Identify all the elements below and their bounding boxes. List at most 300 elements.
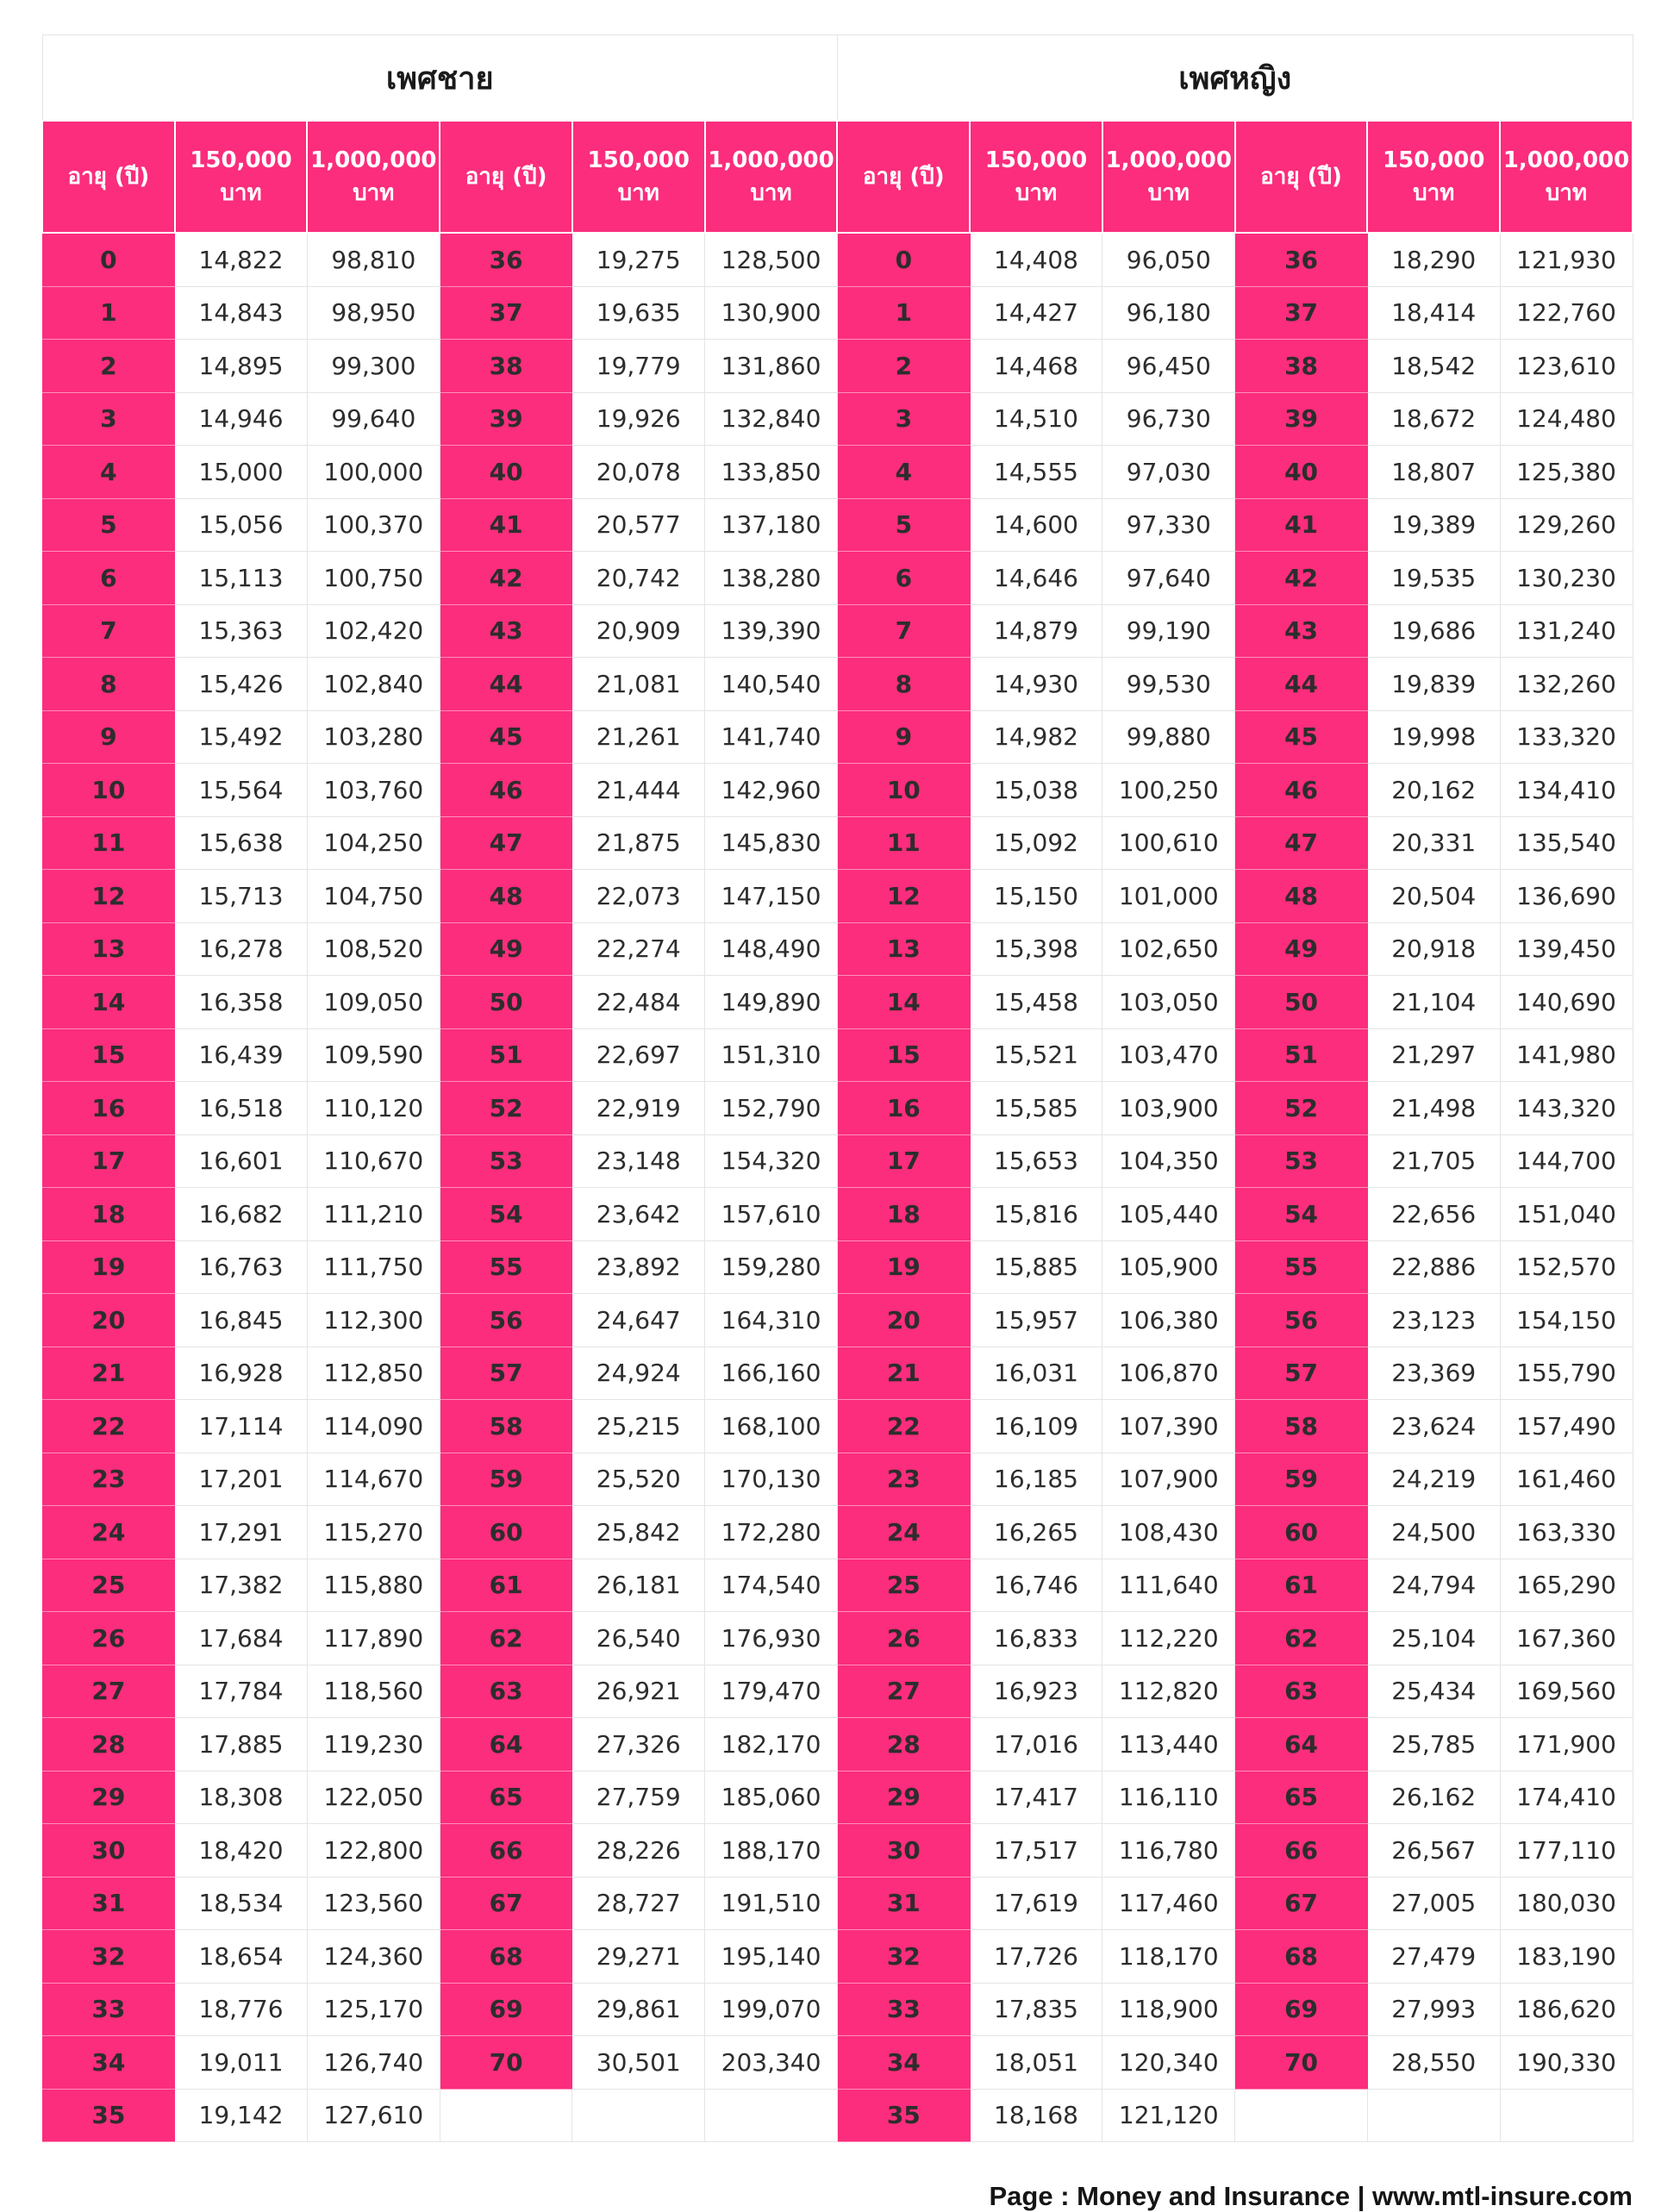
female-premium-1000000-cell: 167,360: [1500, 1612, 1633, 1665]
male-age-cell: 17: [42, 1134, 175, 1188]
female-premium-150000-cell: 19,535: [1367, 552, 1500, 605]
female-premium-1000000-cell: 131,240: [1500, 604, 1633, 658]
male-age-cell: 57: [440, 1347, 572, 1400]
premium-150000-header: [572, 121, 705, 233]
male-premium-150000-cell: 15,638: [175, 816, 308, 870]
table-row: [42, 976, 1633, 1029]
male-premium-1000000-cell: 98,810: [307, 233, 440, 286]
male-premium-1000000-cell: 166,160: [705, 1347, 838, 1400]
header-amount: 150,000: [587, 147, 690, 173]
male-premium-150000-cell: 15,000: [175, 446, 308, 499]
male-premium-150000-cell: 14,843: [175, 286, 308, 340]
male-age-cell: 48: [440, 870, 572, 923]
female-age-cell: 2: [837, 340, 970, 393]
male-premium-1000000-cell: 132,840: [705, 392, 838, 446]
male-age-cell: 23: [42, 1453, 175, 1506]
female-premium-150000-cell: 19,839: [1367, 658, 1500, 711]
male-premium-150000-cell: 20,078: [572, 446, 705, 499]
female-premium-150000-cell: 15,816: [970, 1188, 1102, 1241]
female-premium-150000-cell: 18,807: [1367, 446, 1500, 499]
male-premium-150000-cell: 19,142: [175, 2089, 308, 2142]
male-premium-150000-cell: 15,564: [175, 764, 308, 817]
male-premium-150000-cell: 22,073: [572, 870, 705, 923]
premium-1000000-header: [307, 121, 440, 233]
male-premium-150000-cell: 15,492: [175, 710, 308, 764]
male-premium-150000-cell: 23,642: [572, 1188, 705, 1241]
female-age-cell: 12: [837, 870, 970, 923]
female-premium-1000000-cell: 151,040: [1500, 1188, 1633, 1241]
female-premium-150000-cell: 17,619: [970, 1877, 1102, 1930]
table-row: [42, 1028, 1633, 1082]
male-age-cell: 65: [440, 1771, 572, 1824]
premium-150000-header: [175, 121, 308, 233]
male-premium-1000000-cell: 123,560: [307, 1877, 440, 1930]
female-premium-150000-cell: 14,468: [970, 340, 1102, 393]
male-age-cell: 58: [440, 1400, 572, 1453]
male-age-cell: 20: [42, 1294, 175, 1347]
female-premium-150000-cell: 23,624: [1367, 1400, 1500, 1453]
female-age-cell: 65: [1235, 1771, 1368, 1824]
table-row: [42, 658, 1633, 711]
female-premium-1000000-cell: 97,640: [1102, 552, 1235, 605]
male-premium-150000-cell: 17,684: [175, 1612, 308, 1665]
female-age-cell: 28: [837, 1718, 970, 1771]
female-premium-1000000-cell: 154,150: [1500, 1294, 1633, 1347]
male-age-cell: 61: [440, 1559, 572, 1612]
male-premium-1000000-cell: 179,470: [705, 1665, 838, 1718]
male-premium-150000-cell: 16,439: [175, 1028, 308, 1082]
female-age-cell: 14: [837, 976, 970, 1029]
female-age-cell: 67: [1235, 1877, 1368, 1930]
female-premium-1000000-cell: 132,260: [1500, 658, 1633, 711]
female-age-cell: 1: [837, 286, 970, 340]
female-premium-150000-cell: 19,389: [1367, 498, 1500, 552]
female-premium-150000-cell: 25,785: [1367, 1718, 1500, 1771]
male-premium-1000000-cell: 164,310: [705, 1294, 838, 1347]
female-premium-1000000-cell: 113,440: [1102, 1718, 1235, 1771]
male-premium-150000-cell: 19,926: [572, 392, 705, 446]
female-premium-1000000-cell: 105,440: [1102, 1188, 1235, 1241]
female-age-cell: 34: [837, 2036, 970, 2090]
female-age-cell: 50: [1235, 976, 1368, 1029]
female-age-cell: 66: [1235, 1824, 1368, 1878]
female-premium-150000-cell: 15,092: [970, 816, 1102, 870]
male-premium-1000000-cell: 149,890: [705, 976, 838, 1029]
male-age-cell: 15: [42, 1028, 175, 1082]
table-row: [42, 1824, 1633, 1878]
male-premium-1000000-cell: 98,950: [307, 286, 440, 340]
male-premium-150000-cell: 19,275: [572, 233, 705, 286]
male-age-cell: 1: [42, 286, 175, 340]
male-premium-150000-cell: 25,520: [572, 1453, 705, 1506]
male-premium-150000-cell: 16,928: [175, 1347, 308, 1400]
female-age-cell: 16: [837, 1082, 970, 1135]
female-premium-150000-cell: 26,567: [1367, 1824, 1500, 1878]
female-premium-150000-cell: 17,726: [970, 1930, 1102, 1984]
male-premium-1000000-cell: 159,280: [705, 1240, 838, 1294]
male-premium-1000000-cell: 199,070: [705, 1983, 838, 2036]
header-currency: บาท: [1545, 180, 1588, 206]
table-row: [42, 816, 1633, 870]
male-premium-150000-cell: 15,056: [175, 498, 308, 552]
female-age-cell: 19: [837, 1240, 970, 1294]
header-amount: 150,000: [1383, 147, 1485, 173]
male-premium-150000-cell: 19,011: [175, 2036, 308, 2090]
female-age-cell: 60: [1235, 1506, 1368, 1559]
female-age-cell: 46: [1235, 764, 1368, 817]
female-premium-150000-cell: 21,297: [1367, 1028, 1500, 1082]
male-premium-1000000-cell: 157,610: [705, 1188, 838, 1241]
female-premium-150000-cell: 25,434: [1367, 1665, 1500, 1718]
female-premium-150000-cell: 20,504: [1367, 870, 1500, 923]
premium-1000000-header: [1102, 121, 1235, 233]
male-age-cell: 4: [42, 446, 175, 499]
female-age-cell: 49: [1235, 922, 1368, 976]
table-row: [42, 1877, 1633, 1930]
female-premium-1000000-cell: 177,110: [1500, 1824, 1633, 1878]
female-premium-1000000-cell: 186,620: [1500, 1983, 1633, 2036]
female-premium-1000000-cell: 106,870: [1102, 1347, 1235, 1400]
male-premium-1000000-cell: 142,960: [705, 764, 838, 817]
male-premium-1000000-cell: 102,420: [307, 604, 440, 658]
female-premium-1000000-cell: 111,640: [1102, 1559, 1235, 1612]
male-premium-1000000-cell: 141,740: [705, 710, 838, 764]
male-age-cell: 28: [42, 1718, 175, 1771]
female-premium-150000-cell: 14,600: [970, 498, 1102, 552]
female-premium-150000-cell: 15,150: [970, 870, 1102, 923]
female-premium-1000000-cell: 96,730: [1102, 392, 1235, 446]
female-age-cell: 56: [1235, 1294, 1368, 1347]
table-row: [42, 1612, 1633, 1665]
male-premium-1000000-cell: 110,120: [307, 1082, 440, 1135]
female-age-cell: 38: [1235, 340, 1368, 393]
male-age-cell: 36: [440, 233, 572, 286]
table-body: [42, 233, 1633, 2142]
female-age-cell: 40: [1235, 446, 1368, 499]
male-premium-150000-cell: 17,201: [175, 1453, 308, 1506]
female-premium-150000-cell: 22,656: [1367, 1188, 1500, 1241]
male-age-cell: 2: [42, 340, 175, 393]
male-age-cell: 42: [440, 552, 572, 605]
table-row: [42, 1983, 1633, 2036]
empty-cell: [1235, 2089, 1368, 2142]
female-age-cell: 47: [1235, 816, 1368, 870]
female-premium-150000-cell: 15,585: [970, 1082, 1102, 1135]
female-premium-150000-cell: 21,705: [1367, 1134, 1500, 1188]
female-premium-150000-cell: 16,833: [970, 1612, 1102, 1665]
header-currency: บาท: [1015, 180, 1058, 206]
male-age-cell: 67: [440, 1877, 572, 1930]
male-age-cell: 18: [42, 1188, 175, 1241]
female-premium-150000-cell: 20,331: [1367, 816, 1500, 870]
female-premium-1000000-cell: 104,350: [1102, 1134, 1235, 1188]
female-age-cell: 18: [837, 1188, 970, 1241]
premium-150000-header: [1367, 121, 1500, 233]
male-premium-1000000-cell: 115,880: [307, 1559, 440, 1612]
female-premium-1000000-cell: 157,490: [1500, 1400, 1633, 1453]
female-premium-150000-cell: 15,398: [970, 922, 1102, 976]
female-premium-1000000-cell: 118,170: [1102, 1930, 1235, 1984]
male-premium-150000-cell: 28,226: [572, 1824, 705, 1878]
female-premium-1000000-cell: 112,220: [1102, 1612, 1235, 1665]
female-premium-150000-cell: 15,521: [970, 1028, 1102, 1082]
male-premium-150000-cell: 22,484: [572, 976, 705, 1029]
female-premium-150000-cell: 21,104: [1367, 976, 1500, 1029]
male-premium-1000000-cell: 138,280: [705, 552, 838, 605]
header-amount: 1,000,000: [708, 147, 834, 173]
female-age-cell: 69: [1235, 1983, 1368, 2036]
female-premium-150000-cell: 17,016: [970, 1718, 1102, 1771]
female-premium-1000000-cell: 141,980: [1500, 1028, 1633, 1082]
male-premium-150000-cell: 18,308: [175, 1771, 308, 1824]
female-premium-150000-cell: 18,542: [1367, 340, 1500, 393]
female-age-cell: 51: [1235, 1028, 1368, 1082]
female-premium-1000000-cell: 99,190: [1102, 604, 1235, 658]
male-premium-1000000-cell: 128,500: [705, 233, 838, 286]
female-age-cell: 62: [1235, 1612, 1368, 1665]
female-premium-1000000-cell: 107,390: [1102, 1400, 1235, 1453]
male-age-cell: 44: [440, 658, 572, 711]
female-premium-150000-cell: 14,930: [970, 658, 1102, 711]
male-age-cell: 10: [42, 764, 175, 817]
male-age-cell: 19: [42, 1240, 175, 1294]
age-column-header: อายุ (ปี): [1235, 121, 1368, 233]
header-currency: บาท: [1147, 180, 1190, 206]
female-age-cell: 54: [1235, 1188, 1368, 1241]
empty-cell: [1500, 2089, 1633, 2142]
male-premium-1000000-cell: 102,840: [307, 658, 440, 711]
female-premium-1000000-cell: 190,330: [1500, 2036, 1633, 2090]
female-premium-150000-cell: 16,923: [970, 1665, 1102, 1718]
female-premium-150000-cell: 23,123: [1367, 1294, 1500, 1347]
male-age-cell: 16: [42, 1082, 175, 1135]
male-premium-150000-cell: 26,921: [572, 1665, 705, 1718]
male-premium-150000-cell: 21,875: [572, 816, 705, 870]
male-age-cell: 21: [42, 1347, 175, 1400]
female-premium-150000-cell: 27,479: [1367, 1930, 1500, 1984]
male-age-cell: 35: [42, 2089, 175, 2142]
male-age-cell: 11: [42, 816, 175, 870]
table-row: [42, 1559, 1633, 1612]
female-age-cell: 7: [837, 604, 970, 658]
female-premium-1000000-cell: 124,480: [1500, 392, 1633, 446]
male-premium-150000-cell: 15,113: [175, 552, 308, 605]
table-row: [42, 286, 1633, 340]
table-row: [42, 2089, 1633, 2142]
female-age-cell: 35: [837, 2089, 970, 2142]
female-premium-150000-cell: 19,686: [1367, 604, 1500, 658]
table-row: [42, 1082, 1633, 1135]
table-row: [42, 1294, 1633, 1347]
female-premium-150000-cell: 16,031: [970, 1347, 1102, 1400]
male-premium-1000000-cell: 115,270: [307, 1506, 440, 1559]
female-premium-1000000-cell: 161,460: [1500, 1453, 1633, 1506]
female-premium-1000000-cell: 169,560: [1500, 1665, 1633, 1718]
male-premium-150000-cell: 21,261: [572, 710, 705, 764]
male-age-cell: 38: [440, 340, 572, 393]
male-premium-1000000-cell: 103,280: [307, 710, 440, 764]
header-amount: 150,000: [190, 147, 292, 173]
female-premium-1000000-cell: 101,000: [1102, 870, 1235, 923]
male-premium-150000-cell: 26,181: [572, 1559, 705, 1612]
female-premium-1000000-cell: 103,050: [1102, 976, 1235, 1029]
female-premium-1000000-cell: 99,880: [1102, 710, 1235, 764]
header-currency: บาท: [617, 180, 659, 206]
female-age-cell: 37: [1235, 286, 1368, 340]
male-premium-150000-cell: 20,742: [572, 552, 705, 605]
header-currency: บาท: [750, 180, 792, 206]
male-age-cell: 14: [42, 976, 175, 1029]
table-row: [42, 1665, 1633, 1718]
female-age-cell: 10: [837, 764, 970, 817]
male-premium-150000-cell: 18,654: [175, 1930, 308, 1984]
female-premium-1000000-cell: 125,380: [1500, 446, 1633, 499]
female-premium-1000000-cell: 108,430: [1102, 1506, 1235, 1559]
female-age-cell: 36: [1235, 233, 1368, 286]
female-premium-150000-cell: 15,458: [970, 976, 1102, 1029]
female-premium-1000000-cell: 117,460: [1102, 1877, 1235, 1930]
female-age-cell: 44: [1235, 658, 1368, 711]
female-age-cell: 53: [1235, 1134, 1368, 1188]
female-premium-150000-cell: 15,038: [970, 764, 1102, 817]
male-age-cell: 62: [440, 1612, 572, 1665]
female-premium-150000-cell: 14,646: [970, 552, 1102, 605]
female-premium-150000-cell: 18,051: [970, 2036, 1102, 2090]
male-premium-150000-cell: 14,822: [175, 233, 308, 286]
table-row: [42, 233, 1633, 286]
female-premium-150000-cell: 28,550: [1367, 2036, 1500, 2090]
female-premium-1000000-cell: 163,330: [1500, 1506, 1633, 1559]
male-premium-1000000-cell: 140,540: [705, 658, 838, 711]
male-premium-150000-cell: 18,776: [175, 1983, 308, 2036]
male-age-cell: 7: [42, 604, 175, 658]
female-age-cell: 4: [837, 446, 970, 499]
female-age-cell: 39: [1235, 392, 1368, 446]
male-premium-1000000-cell: 119,230: [307, 1718, 440, 1771]
female-age-cell: 52: [1235, 1082, 1368, 1135]
male-premium-150000-cell: 29,271: [572, 1930, 705, 1984]
male-premium-150000-cell: 25,215: [572, 1400, 705, 1453]
female-premium-1000000-cell: 130,230: [1500, 552, 1633, 605]
male-age-cell: 39: [440, 392, 572, 446]
table-row: [42, 552, 1633, 605]
male-age-cell: 0: [42, 233, 175, 286]
female-age-cell: 58: [1235, 1400, 1368, 1453]
female-premium-150000-cell: 16,185: [970, 1453, 1102, 1506]
male-premium-150000-cell: 17,784: [175, 1665, 308, 1718]
male-premium-150000-cell: 30,501: [572, 2036, 705, 2090]
female-age-cell: 55: [1235, 1240, 1368, 1294]
female-premium-150000-cell: 15,653: [970, 1134, 1102, 1188]
female-premium-150000-cell: 24,219: [1367, 1453, 1500, 1506]
age-column-header: อายุ (ปี): [837, 121, 970, 233]
table-row: [42, 1400, 1633, 1453]
male-age-cell: 59: [440, 1453, 572, 1506]
male-premium-150000-cell: 27,759: [572, 1771, 705, 1824]
table-row: [42, 922, 1633, 976]
male-premium-1000000-cell: 191,510: [705, 1877, 838, 1930]
female-premium-150000-cell: 18,672: [1367, 392, 1500, 446]
empty-cell: [572, 2089, 705, 2142]
male-age-cell: 69: [440, 1983, 572, 2036]
table-row: [42, 1771, 1633, 1824]
male-premium-150000-cell: 16,601: [175, 1134, 308, 1188]
female-premium-1000000-cell: 106,380: [1102, 1294, 1235, 1347]
female-premium-1000000-cell: 112,820: [1102, 1665, 1235, 1718]
male-premium-1000000-cell: 130,900: [705, 286, 838, 340]
female-premium-1000000-cell: 97,330: [1102, 498, 1235, 552]
male-premium-150000-cell: 16,358: [175, 976, 308, 1029]
female-premium-1000000-cell: 129,260: [1500, 498, 1633, 552]
table-row: [42, 498, 1633, 552]
female-age-cell: 15: [837, 1028, 970, 1082]
male-premium-150000-cell: 16,682: [175, 1188, 308, 1241]
male-premium-1000000-cell: 147,150: [705, 870, 838, 923]
female-premium-150000-cell: 17,417: [970, 1771, 1102, 1824]
male-section-title: เพศชาย: [42, 35, 837, 122]
female-premium-150000-cell: 25,104: [1367, 1612, 1500, 1665]
female-premium-1000000-cell: 135,540: [1500, 816, 1633, 870]
female-age-cell: 3: [837, 392, 970, 446]
female-age-cell: 43: [1235, 604, 1368, 658]
male-age-cell: 29: [42, 1771, 175, 1824]
female-premium-150000-cell: 14,555: [970, 446, 1102, 499]
empty-cell: [705, 2089, 838, 2142]
female-premium-1000000-cell: 122,760: [1500, 286, 1633, 340]
female-premium-1000000-cell: 100,610: [1102, 816, 1235, 870]
male-premium-150000-cell: 16,845: [175, 1294, 308, 1347]
male-premium-150000-cell: 20,909: [572, 604, 705, 658]
female-premium-150000-cell: 19,998: [1367, 710, 1500, 764]
male-premium-150000-cell: 22,697: [572, 1028, 705, 1082]
male-premium-1000000-cell: 114,670: [307, 1453, 440, 1506]
male-age-cell: 12: [42, 870, 175, 923]
male-premium-1000000-cell: 112,850: [307, 1347, 440, 1400]
male-premium-1000000-cell: 104,750: [307, 870, 440, 923]
table-row: [42, 446, 1633, 499]
female-age-cell: 63: [1235, 1665, 1368, 1718]
female-premium-150000-cell: 16,265: [970, 1506, 1102, 1559]
male-premium-1000000-cell: 145,830: [705, 816, 838, 870]
female-premium-150000-cell: 15,957: [970, 1294, 1102, 1347]
male-premium-150000-cell: 21,444: [572, 764, 705, 817]
table-row: [42, 1134, 1633, 1188]
female-age-cell: 5: [837, 498, 970, 552]
female-premium-1000000-cell: 133,320: [1500, 710, 1633, 764]
female-premium-1000000-cell: 144,700: [1500, 1134, 1633, 1188]
female-premium-1000000-cell: 180,030: [1500, 1877, 1633, 1930]
male-age-cell: 31: [42, 1877, 175, 1930]
male-premium-150000-cell: 28,727: [572, 1877, 705, 1930]
male-age-cell: 51: [440, 1028, 572, 1082]
male-premium-150000-cell: 14,946: [175, 392, 308, 446]
table-row: [42, 1188, 1633, 1241]
male-premium-1000000-cell: 151,310: [705, 1028, 838, 1082]
table-row: [42, 340, 1633, 393]
male-age-cell: 37: [440, 286, 572, 340]
male-premium-1000000-cell: 195,140: [705, 1930, 838, 1984]
female-premium-1000000-cell: 97,030: [1102, 446, 1235, 499]
female-age-cell: 24: [837, 1506, 970, 1559]
female-premium-1000000-cell: 96,050: [1102, 233, 1235, 286]
table-row: [42, 604, 1633, 658]
female-premium-150000-cell: 26,162: [1367, 1771, 1500, 1824]
female-premium-150000-cell: 27,993: [1367, 1983, 1500, 2036]
female-premium-1000000-cell: 155,790: [1500, 1347, 1633, 1400]
male-premium-1000000-cell: 109,050: [307, 976, 440, 1029]
female-age-cell: 61: [1235, 1559, 1368, 1612]
female-age-cell: 70: [1235, 2036, 1368, 2090]
